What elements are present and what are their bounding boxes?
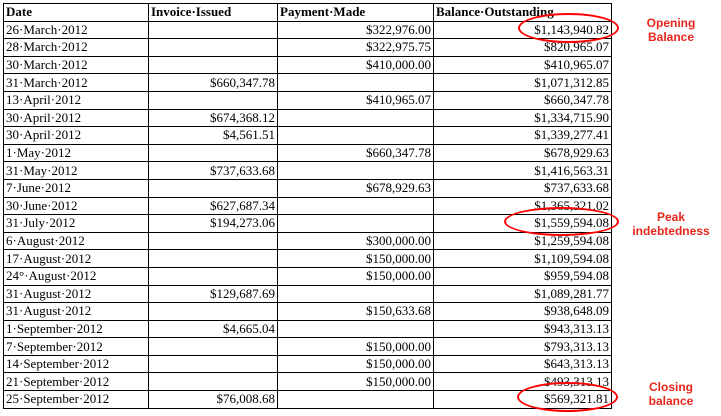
invoice-issued-cell — [149, 267, 278, 285]
invoice-issued-cell — [149, 39, 278, 57]
table-row — [4, 56, 612, 74]
header-payment-made: Payment·Made — [278, 4, 434, 22]
table-row — [4, 355, 612, 373]
invoice-issued-cell — [149, 303, 278, 321]
invoice-issued-cell — [149, 144, 278, 162]
balance-outstanding-cell: $569,321.81 — [434, 391, 612, 409]
date-cell: 30·March·2012 — [4, 56, 149, 74]
opening-balance-note — [636, 16, 706, 44]
balance-outstanding-cell: $820,965.07 — [434, 39, 612, 57]
payment-made-cell — [278, 391, 434, 409]
opening-balance-note-line-1: Opening — [646, 16, 696, 30]
invoice-issued-cell: $737,633.68 — [149, 162, 278, 180]
balance-outstanding-cell: $493,313.13 — [434, 373, 612, 391]
payment-made-cell — [278, 285, 434, 303]
date-cell: 30·June·2012 — [4, 197, 149, 215]
table-row — [4, 232, 612, 250]
balance-outstanding-cell: $1,089,281.77 — [434, 285, 612, 303]
table-row — [4, 373, 612, 391]
date-cell: 31·May·2012 — [4, 162, 149, 180]
peak-indebtedness-note — [625, 210, 717, 238]
table-row — [4, 162, 612, 180]
invoice-issued-cell — [149, 91, 278, 109]
invoice-issued-cell: $194,273.06 — [149, 215, 278, 233]
table-row — [4, 320, 612, 338]
date-cell: 13·April·2012 — [4, 91, 149, 109]
date-cell: 31·August·2012 — [4, 303, 149, 321]
invoice-issued-cell — [149, 355, 278, 373]
invoice-issued-cell — [149, 232, 278, 250]
table-row — [4, 250, 612, 268]
payment-made-cell — [278, 162, 434, 180]
balance-outstanding-cell: $1,339,277.41 — [434, 127, 612, 145]
date-cell: 30·April·2012 — [4, 127, 149, 145]
date-cell: 28·March·2012 — [4, 39, 149, 57]
table-row — [4, 303, 612, 321]
table-row — [4, 109, 612, 127]
payment-made-cell: $150,000.00 — [278, 250, 434, 268]
date-cell: 14·September·2012 — [4, 355, 149, 373]
peak-indebtedness-note-line-2: indebtedness — [632, 224, 710, 238]
table-row — [4, 127, 612, 145]
payment-made-cell — [278, 109, 434, 127]
date-cell: 21·September·2012 — [4, 373, 149, 391]
closing-balance-note — [636, 380, 706, 408]
table-row — [4, 74, 612, 92]
payment-made-cell: $660,347.78 — [278, 144, 434, 162]
payment-made-cell — [278, 320, 434, 338]
date-cell: 6·August·2012 — [4, 232, 149, 250]
balance-outstanding-cell: $793,313.13 — [434, 338, 612, 356]
date-cell: 24°·August·2012 — [4, 267, 149, 285]
header-balance-outstanding: Balance·Outstanding — [434, 4, 612, 22]
payment-made-cell: $150,000.00 — [278, 373, 434, 391]
payment-made-cell: $678,929.63 — [278, 179, 434, 197]
payment-made-cell — [278, 127, 434, 145]
balance-outstanding-cell: $1,416,563.31 — [434, 162, 612, 180]
invoice-issued-cell: $4,561.51 — [149, 127, 278, 145]
balance-outstanding-cell: $959,594.08 — [434, 267, 612, 285]
header-row — [4, 4, 612, 22]
payment-made-cell: $150,000.00 — [278, 355, 434, 373]
balance-outstanding-cell: $410,965.07 — [434, 56, 612, 74]
date-cell: 31·March·2012 — [4, 74, 149, 92]
invoice-issued-cell — [149, 373, 278, 391]
invoice-issued-cell — [149, 56, 278, 74]
table-row — [4, 338, 612, 356]
balance-outstanding-cell: $1,143,940.82 — [434, 21, 612, 39]
ledger-table — [3, 3, 612, 409]
table-row — [4, 21, 612, 39]
invoice-issued-cell: $674,368.12 — [149, 109, 278, 127]
table-row — [4, 267, 612, 285]
table-row — [4, 391, 612, 409]
payment-made-cell: $322,975.75 — [278, 39, 434, 57]
table-row — [4, 144, 612, 162]
table-row — [4, 91, 612, 109]
payment-made-cell: $300,000.00 — [278, 232, 434, 250]
invoice-issued-cell — [149, 179, 278, 197]
invoice-issued-cell — [149, 338, 278, 356]
table-row — [4, 285, 612, 303]
payment-made-cell: $322,976.00 — [278, 21, 434, 39]
balance-outstanding-cell: $1,365,321.02 — [434, 197, 612, 215]
date-cell: 30·April·2012 — [4, 109, 149, 127]
invoice-issued-cell: $627,687.34 — [149, 197, 278, 215]
table-row — [4, 39, 612, 57]
balance-outstanding-cell: $1,071,312.85 — [434, 74, 612, 92]
payment-made-cell: $150,000.00 — [278, 267, 434, 285]
date-cell: 25·September·2012 — [4, 391, 149, 409]
date-cell: 31·July·2012 — [4, 215, 149, 233]
header-date: Date — [4, 4, 149, 22]
payment-made-cell: $410,000.00 — [278, 56, 434, 74]
balance-outstanding-cell: $660,347.78 — [434, 91, 612, 109]
date-cell: 26·March·2012 — [4, 21, 149, 39]
payment-made-cell: $410,965.07 — [278, 91, 434, 109]
table-row — [4, 179, 612, 197]
date-cell: 7·June·2012 — [4, 179, 149, 197]
balance-outstanding-cell: $643,313.13 — [434, 355, 612, 373]
payment-made-cell: $150,000.00 — [278, 338, 434, 356]
date-cell: 31·August·2012 — [4, 285, 149, 303]
closing-balance-note-line-2: balance — [648, 394, 694, 408]
invoice-issued-cell — [149, 250, 278, 268]
payment-made-cell — [278, 74, 434, 92]
invoice-issued-cell — [149, 21, 278, 39]
invoice-issued-cell: $660,347.78 — [149, 74, 278, 92]
balance-outstanding-cell: $1,559,594.08 — [434, 215, 612, 233]
balance-outstanding-cell: $678,929.63 — [434, 144, 612, 162]
opening-balance-note-line-2: Balance — [647, 30, 695, 44]
date-cell: 1·May·2012 — [4, 144, 149, 162]
balance-outstanding-cell: $1,334,715.90 — [434, 109, 612, 127]
date-cell: 7·September·2012 — [4, 338, 149, 356]
header-invoice-issued: Invoice·Issued — [149, 4, 278, 22]
invoice-issued-cell: $76,008.68 — [149, 391, 278, 409]
balance-outstanding-cell: $943,313.13 — [434, 320, 612, 338]
balance-outstanding-cell: $737,633.68 — [434, 179, 612, 197]
table-row — [4, 215, 612, 233]
date-cell: 17·August·2012 — [4, 250, 149, 268]
table-row — [4, 197, 612, 215]
balance-outstanding-cell: $938,648.09 — [434, 303, 612, 321]
payment-made-cell — [278, 197, 434, 215]
peak-indebtedness-note-line-1: Peak — [656, 210, 686, 224]
balance-outstanding-cell: $1,109,594.08 — [434, 250, 612, 268]
invoice-issued-cell: $4,665.04 — [149, 320, 278, 338]
closing-balance-note-line-1: Closing — [649, 380, 693, 394]
payment-made-cell — [278, 215, 434, 233]
balance-outstanding-cell: $1,259,594.08 — [434, 232, 612, 250]
ledger-body — [4, 21, 612, 408]
payment-made-cell: $150,633.68 — [278, 303, 434, 321]
date-cell: 1·September·2012 — [4, 320, 149, 338]
invoice-issued-cell: $129,687.69 — [149, 285, 278, 303]
